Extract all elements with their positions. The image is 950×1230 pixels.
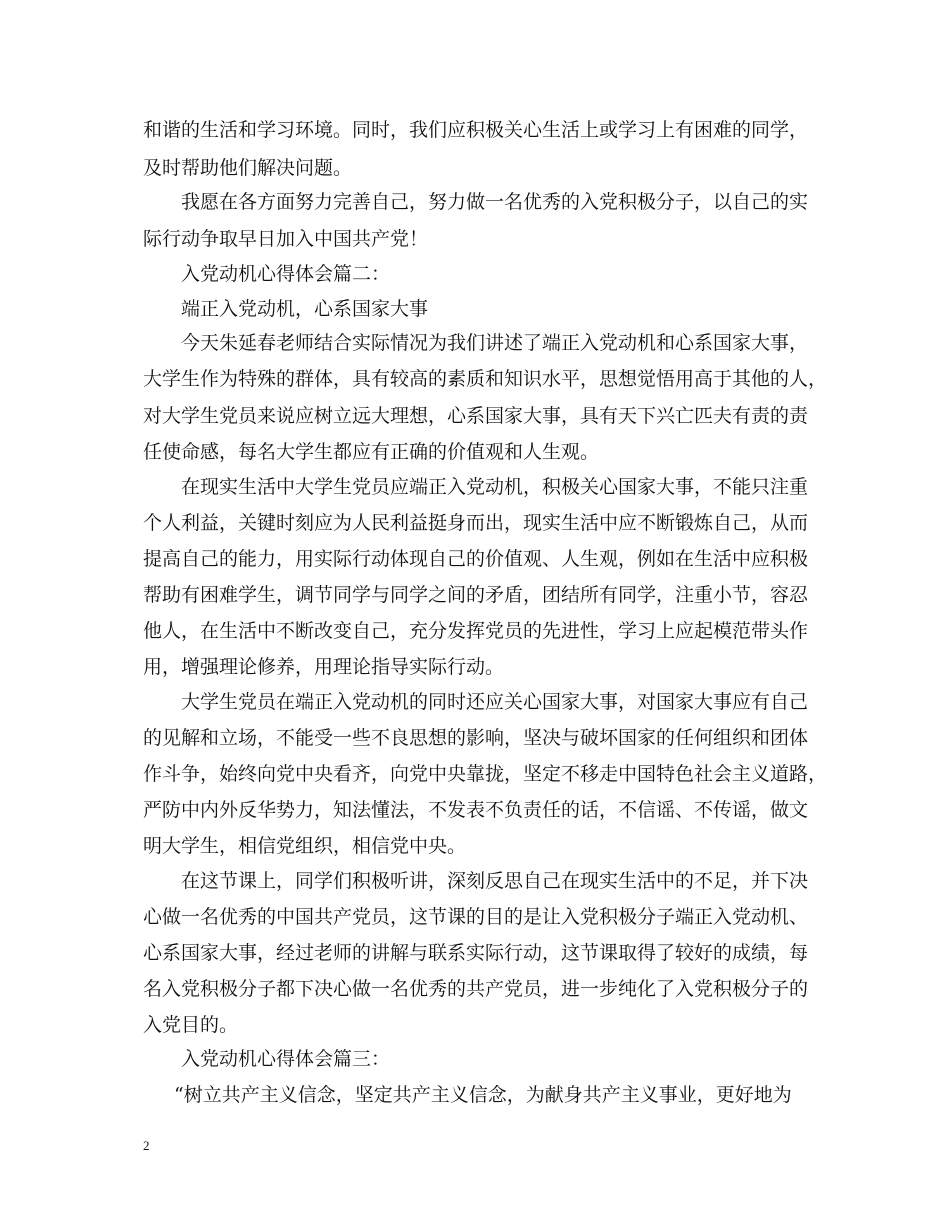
paragraph-line: 在现实生活中大学生党员应端正入党动机，积极关心国家大事，不能只注重 bbox=[181, 476, 809, 498]
paragraph-line: 帮助有困难学生，调节同学与同学之间的矛盾，团结所有同学，注重小节，容忍 bbox=[143, 584, 809, 606]
page-number: 2 bbox=[143, 1138, 150, 1153]
paragraph-line: “树立共产主义信念，坚定共产主义信念，为献身共产主义事业，更好地为 bbox=[174, 1084, 792, 1106]
paragraph-line: 我愿在各方面努力完善自己，努力做一名优秀的入党积极分子，以自己的实 bbox=[181, 191, 809, 213]
paragraph-line: 入党目的。 bbox=[143, 1014, 239, 1036]
section-subtitle: 端正入党动机，心系国家大事 bbox=[181, 298, 429, 320]
paragraph-line: 个人利益，关键时刻应为人民利益挺身而出，现实生活中应不断锻炼自己，从而 bbox=[143, 512, 809, 534]
section-heading: 入党动机心得体会篇二： bbox=[181, 263, 391, 285]
paragraph-line: 任使命感，每名大学生都应有正确的价值观和人生观。 bbox=[143, 441, 600, 463]
section-heading: 入党动机心得体会篇三： bbox=[181, 1048, 391, 1070]
paragraph-line: 的见解和立场，不能受一些不良思想的影响，坚决与破坏国家的任何组织和团体 bbox=[143, 727, 809, 749]
paragraph-line: 大学生作为特殊的群体，具有较高的素质和知识水平，思想觉悟用高于其他的人， bbox=[143, 368, 828, 390]
paragraph-line: 和谐的生活和学习环境。同时，我们应积极关心生活上或学习上有困难的同学， bbox=[143, 119, 809, 141]
paragraph-line: 作斗争，始终向党中央看齐，向党中央靠拢，坚定不移走中国特色社会主义道路， bbox=[143, 763, 828, 785]
paragraph-line: 今天朱延春老师结合实际情况为我们讲述了端正入党动机和心系国家大事， bbox=[181, 332, 809, 354]
paragraph-line: 名入党积极分子都下决心做一名优秀的共产党员，进一步纯化了入党积极分子的 bbox=[143, 978, 809, 1000]
paragraph-line: 际行动争取早日加入中国共产党！ bbox=[143, 228, 429, 250]
paragraph-line: 他人，在生活中不断改变自己，充分发挥党员的先进性，学习上应起模范带头作 bbox=[143, 620, 809, 642]
paragraph-line: 严防中内外反华势力，知法懂法，不发表不负责任的话，不信谣、不传谣，做文 bbox=[143, 799, 809, 821]
paragraph-line: 在这节课上，同学们积极听讲，深刻反思自己在现实生活中的不足，并下决 bbox=[181, 870, 809, 892]
paragraph-line: 大学生党员在端正入党动机的同时还应关心国家大事，对国家大事应有自己 bbox=[181, 691, 809, 713]
paragraph-line: 提高自己的能力，用实际行动体现自己的价值观、人生观，例如在生活中应积极 bbox=[143, 548, 809, 570]
paragraph-line: 明大学生，相信党组织，相信党中央。 bbox=[143, 835, 467, 857]
paragraph-line: 对大学生党员来说应树立远大理想，心系国家大事，具有天下兴亡匹夫有责的责 bbox=[143, 405, 809, 427]
paragraph-line: 心系国家大事，经过老师的讲解与联系实际行动，这节课取得了较好的成绩，每 bbox=[143, 942, 809, 964]
paragraph-line: 用，增强理论修养，用理论指导实际行动。 bbox=[143, 656, 505, 678]
paragraph-line: 及时帮助他们解决问题。 bbox=[143, 157, 353, 179]
paragraph-line: 心做一名优秀的中国共产党员，这节课的目的是让入党积极分子端正入党动机、 bbox=[143, 906, 809, 928]
